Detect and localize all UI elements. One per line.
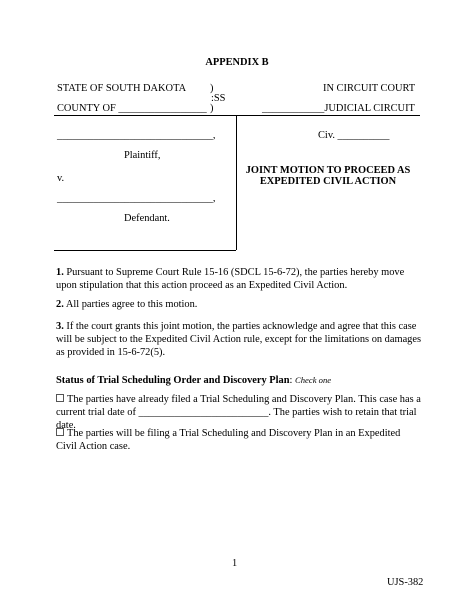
venue-paren-1: ) [210, 83, 214, 94]
checkbox-icon[interactable] [56, 394, 64, 402]
defendant-label: Defendant. [124, 213, 170, 224]
venue-court: IN CIRCUIT COURT [323, 83, 416, 94]
paragraph-text: All parties agree to this motion. [63, 299, 198, 310]
status-heading-text: Status of Trial Scheduling Order and Discovery Plan [56, 375, 290, 386]
caption-bottom-rule [54, 250, 236, 251]
page-number: 1 [232, 558, 238, 569]
paragraph-number: 2. [56, 299, 64, 310]
venue-state: STATE OF SOUTH DAKOTA [57, 83, 187, 94]
paragraph-number: 1. [56, 267, 64, 278]
venue-circuit: ____________JUDICIAL CIRCUIT [262, 103, 415, 114]
motion-title-line-1: JOINT MOTION TO PROCEED AS [245, 165, 411, 176]
checkbox-icon[interactable] [56, 428, 64, 436]
appendix-title: APPENDIX B [205, 57, 269, 68]
form-id: UJS-382 [387, 577, 424, 588]
status-heading [56, 374, 331, 387]
defendant-name-line: ______________________________, [57, 193, 216, 204]
option-will-file[interactable] [56, 427, 422, 453]
venue-paren-2: ) [210, 103, 214, 114]
paragraph-number: 3. [56, 321, 64, 332]
venue-county: COUNTY OF _________________ [57, 103, 207, 114]
paragraph-2 [56, 298, 422, 311]
plaintiff-name-line: ______________________________, [57, 130, 216, 141]
paragraph-1 [56, 266, 422, 292]
motion-title-line-2: EXPEDITED CIVIL ACTION [259, 176, 397, 187]
paragraph-3 [56, 320, 422, 359]
venue-ss: :SS [211, 93, 226, 104]
status-heading-colon: : [289, 375, 293, 386]
paragraph-text: If the court grants this joint motion, the parties acknowledge and agree that this case will be subject to the Expedited Civil Action rule, except for the limitations on damages as provided in 15-6-72(5). [56, 321, 422, 358]
option-text: The parties have already filed a Trial Scheduling and Discovery Plan. This case has a current trial date of _________________________. The parties wish to retain that trial date. [56, 394, 421, 431]
paragraph-text: Pursuant to Supreme Court Rule 15-16 (SDCL 15-6-72), the parties hereby move upon stipulation that this action proceed as an Expedited Civil Action. [56, 267, 405, 291]
check-one-note: Check one [295, 375, 332, 385]
option-text: The parties will be filing a Trial Scheduling and Discovery Plan in an Expedited Civil Action case. [56, 428, 401, 452]
versus-label: v. [57, 173, 65, 184]
civ-number: Civ. __________ [318, 130, 390, 141]
plaintiff-label: Plaintiff, [124, 150, 161, 161]
caption-top-rule [54, 115, 420, 116]
